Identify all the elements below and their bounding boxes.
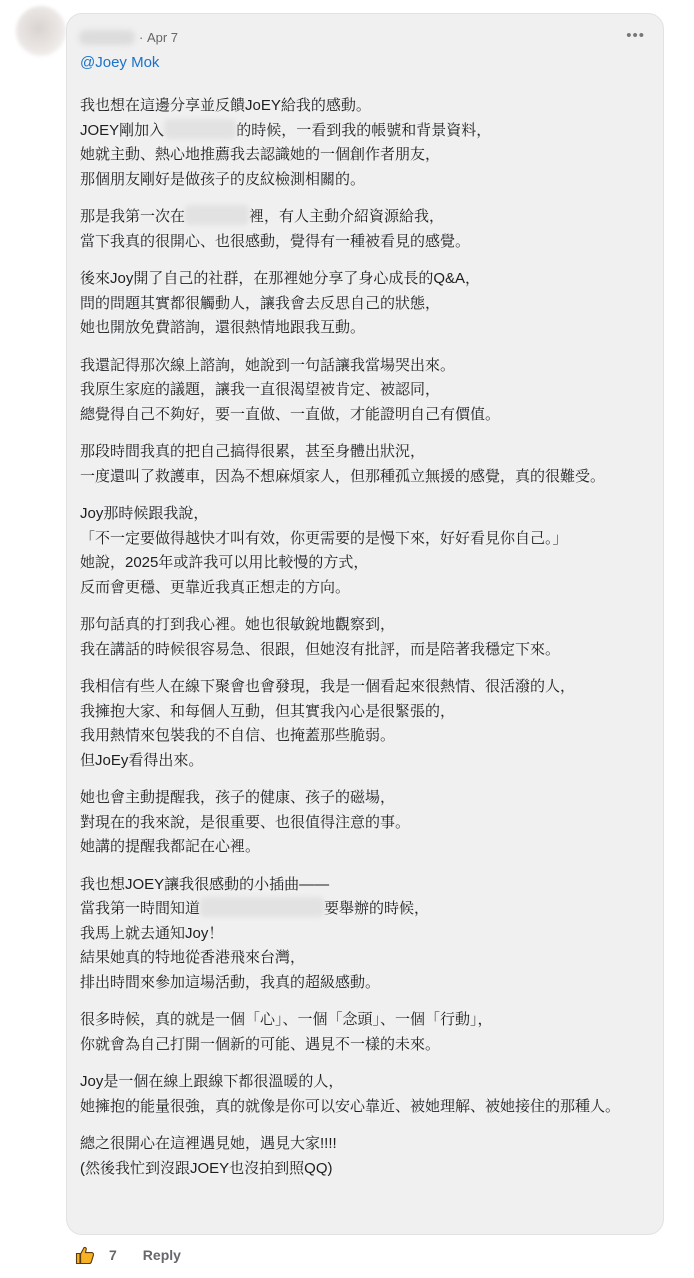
comment-line [80, 1157, 655, 1182]
comment-line [80, 119, 655, 144]
more-options-button[interactable]: ••• [626, 27, 645, 44]
comment-text: 她講的提醒我都記在心裡。 [80, 838, 261, 855]
comment-text: Joy是一個在線上跟線下都很溫暖的人， [80, 1073, 344, 1090]
comment-paragraph [80, 205, 655, 254]
comment-line [80, 440, 655, 465]
redacted-text [164, 119, 236, 139]
redacted-text [200, 897, 324, 917]
reply-button[interactable]: Reply [142, 1247, 181, 1263]
comment-paragraph [80, 873, 655, 996]
comment-line [80, 613, 655, 638]
comment-text: Joy那時候跟我說， [80, 505, 209, 522]
comment-text: 反而會更穩、更靠近我真正想走的方向。 [80, 578, 351, 596]
comment-text: 問的問題其實都很觸動人，讓我會去反思自己的狀態， [80, 294, 441, 312]
comment-line [80, 1008, 655, 1033]
comment-text: 的時候，一看到我的帳號和背景資料， [236, 121, 492, 139]
comment-line [80, 94, 655, 119]
comment-line [80, 1070, 655, 1095]
comment-text: 後來Joy開了自己的社群，在那裡她分享了身心成長的Q&A， [80, 270, 481, 287]
comment-line [80, 527, 655, 552]
comment-line [80, 724, 655, 749]
comment-text: 她也開放免費諮詢，還很熱情地跟我互動。 [80, 319, 366, 336]
comment-line [80, 873, 655, 898]
comment-paragraph [80, 1132, 655, 1181]
comment-text: 「不一定要做得越快才叫有效，你更需要的是慢下來，好好看見你自己。」 [80, 529, 568, 547]
comment-paragraph [80, 786, 655, 860]
comment-line [80, 316, 655, 341]
comment-text: 那段時間我真的把自己搞得很累，甚至身體出狀況， [80, 443, 426, 460]
comment-paragraph [80, 675, 655, 773]
comment-line [80, 403, 655, 428]
comment-line [80, 205, 655, 230]
like-count: 7 [109, 1247, 117, 1263]
comment-text: 結果她真的特地從香港飛來台灣， [80, 949, 306, 966]
comment-text: 那個朋友剛好是做孩子的皮紋檢測相關的。 [80, 170, 366, 188]
comment-text: 她也會主動提醒我，孩子的健康、孩子的磁場， [80, 789, 396, 806]
comment-line [80, 292, 655, 317]
comment-line [80, 1132, 655, 1157]
comment-text: 我在講話的時候很容易急、很跟，但她沒有批評，而是陪著我穩定下來。 [80, 640, 561, 658]
comment-line [80, 551, 655, 576]
comment-text: 排出時間來參加這場活動，我真的超級感動。 [80, 973, 381, 991]
comment-paragraph [80, 354, 655, 428]
comment-text: 總之很開心在這裡遇見她，遇見大家!!!! [80, 1135, 337, 1152]
comment-line [80, 1033, 655, 1058]
comment-paragraph [80, 1070, 655, 1119]
comment-line [80, 638, 655, 663]
comment-text: 那句話真的打到我心裡。她也很敏銳地觀察到， [80, 616, 396, 633]
comment-line [80, 378, 655, 403]
comment-line [80, 465, 655, 490]
comment-text: 當下我真的很開心、也很感動，覺得有一種被看見的感覺。 [80, 232, 471, 250]
comment-line [80, 897, 655, 922]
comment-line [80, 946, 655, 971]
comment-line [80, 502, 655, 527]
comment-text: 我擁抱大家、和每個人互動，但其實我內心是很緊張的， [80, 702, 456, 720]
comment-line [80, 971, 655, 996]
comment-line [80, 811, 655, 836]
comment-paragraph [80, 1008, 655, 1057]
comment-text: 那是我第一次在 [80, 208, 186, 225]
comment-text: 我也想在這邊分享並反饋JoEY給我的感動。 [80, 97, 371, 114]
comment-text: 她說，2025年或許我可以用比較慢的方式， [80, 554, 369, 571]
comment-text: 她就主動、熱心地推薦我去認識她的一個創作者朋友， [80, 146, 441, 163]
comment-text: 要舉辦的時候， [324, 900, 430, 917]
comment-text: 但JoEy看得出來。 [80, 751, 204, 769]
comment-paragraph [80, 94, 655, 192]
thumbs-up-icon[interactable] [75, 1245, 95, 1265]
comment-paragraph [80, 502, 655, 600]
comment-line [80, 1095, 655, 1120]
mention-link[interactable]: @Joey Mok [80, 54, 160, 71]
comment-line [80, 354, 655, 379]
comment-meta [79, 28, 178, 46]
comment-line [80, 267, 655, 292]
comment-text: 你就會為自己打開一個新的可能、遇見不一樣的未來。 [80, 1035, 441, 1053]
comment-text: 我原生家庭的議題，讓我一直很渴望被肯定、被認同， [80, 381, 441, 398]
author-name-redacted[interactable] [79, 30, 135, 45]
avatar[interactable] [16, 6, 66, 56]
comment-paragraph [80, 267, 655, 341]
comment-line [80, 700, 655, 725]
comment-line [80, 143, 655, 168]
comment-text: 我也想JOEY讓我很感動的小插曲—— [80, 875, 330, 893]
comment-text: 我馬上就去通知Joy！ [80, 924, 224, 942]
comment-line [80, 576, 655, 601]
comment-line [80, 749, 655, 774]
comment-text: 裡，有人主動介紹資源給我， [249, 208, 445, 225]
comment-line [80, 786, 655, 811]
comment-date: Apr 7 [146, 29, 179, 45]
comment-text: 對現在的我來說，是很重要、也很值得注意的事。 [80, 813, 411, 831]
comment-text: 當我第一時間知道 [80, 900, 201, 917]
comment-text: 我還記得那次線上諮詢，她說到一句話讓我當場哭出來。 [80, 356, 456, 374]
comment-text: 很多時候，真的就是一個「心」、一個「念頭」、一個「行動」， [80, 1011, 493, 1028]
comment-text: 一度還叫了救護車，因為不想麻煩家人，但那種孤立無援的感覺，真的很難受。 [80, 467, 606, 485]
redacted-text [185, 205, 249, 225]
comment-actions [75, 1244, 181, 1266]
comment-text: 我用熱情來包裝我的不自信、也掩蓋那些脆弱。 [80, 727, 396, 744]
comment-text: 我相信有些人在線下聚會也會發現，我是一個看起來很熱情、很活潑的人， [80, 678, 576, 695]
comment-text: 總覺得自己不夠好，要一直做、一直做，才能證明自己有價值。 [80, 405, 501, 423]
comment-text: (然後我忙到沒跟JOEY也沒拍到照QQ) [80, 1159, 333, 1177]
comment-paragraph [80, 440, 655, 489]
comment-text: JOEY剛加入 [80, 121, 165, 139]
comment-line [80, 168, 655, 193]
comment-body [80, 94, 655, 1194]
comment-line [80, 835, 655, 860]
comment-text: 她擁抱的能量很強，真的就像是你可以安心靠近、被她理解、被她接住的那種人。 [80, 1097, 621, 1115]
comment-line [80, 922, 655, 947]
comment-paragraph [80, 613, 655, 662]
meta-separator: · [139, 29, 147, 45]
comment-line [80, 675, 655, 700]
comment-line [80, 230, 655, 255]
comment-bubble [66, 13, 664, 1235]
